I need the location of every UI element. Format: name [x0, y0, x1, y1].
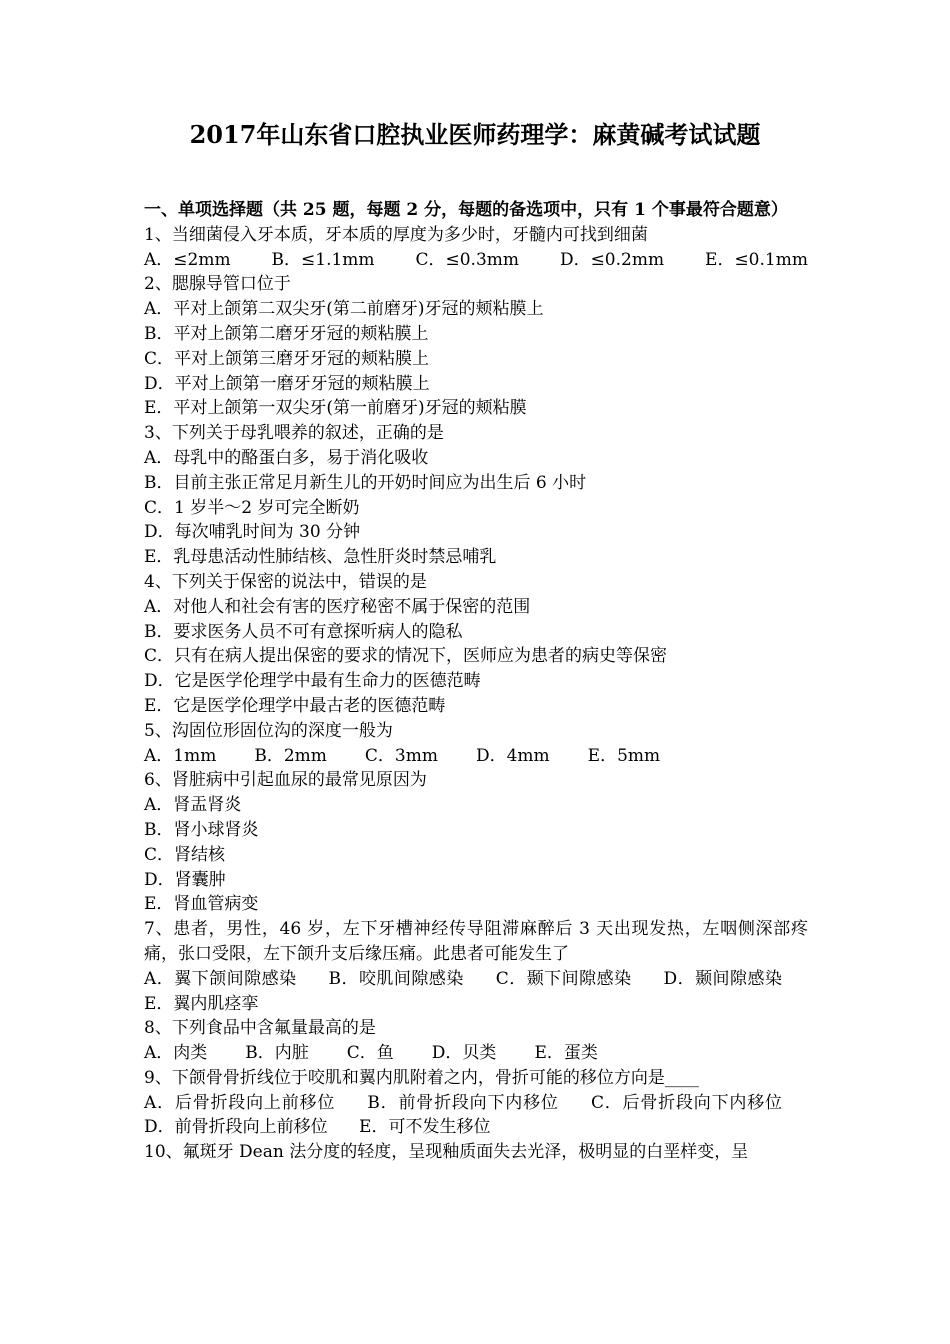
question-7-option-c: C．颞下间隙感染: [495, 968, 632, 989]
question-10-stem: 10、氟斑牙 Dean 法分度的轻度，呈现釉质面失去光泽，极明显的白垩样变，呈: [144, 1142, 749, 1163]
question-1-option-a: A．≤2mm: [144, 249, 231, 270]
question-5-option-e: E．5mm: [587, 745, 661, 766]
question-3-option-b: B．目前主张正常足月新生儿的开奶时间应为出生后 6 小时: [144, 472, 587, 493]
question-1-option-d: D．≤0.2mm: [559, 249, 665, 270]
question-1-option-b: B．≤1.1mm: [271, 249, 375, 270]
question-6-option-e: E．肾血管病变: [144, 894, 259, 915]
section-heading: 一、单项选择题（共 25 题，每题 2 分，每题的备选项中，只有 1 个事最符合题意）: [144, 200, 788, 220]
question-8-option-d: D．贝类: [431, 1043, 497, 1064]
question-5-option-d: D．4mm: [475, 745, 550, 766]
question-7-stem: 7、患者，男性，46 岁，左下牙槽神经传导阻滞麻醉后 3 天出现发热，左咽侧深部疼痛，张口受限，左下颌升支后缘压痛。此患者可能发生了: [144, 919, 808, 964]
question-8-options: [144, 1041, 808, 1066]
question-2-option-c: C．平对上颌第三磨牙牙冠的颊粘膜上: [144, 348, 430, 369]
question-8-option-b: B．内脏: [245, 1043, 309, 1064]
question-4-option-b: B．要求医务人员不可有意探听病人的隐私: [144, 621, 463, 642]
question-9-option-c: C．后骨折段向下内移位: [590, 1092, 783, 1113]
question-3-option-e: E．乳母患活动性肺结核、急性肝炎时禁忌哺乳: [144, 547, 497, 568]
question-5-options: [144, 744, 808, 769]
question-3-option-a: A．母乳中的酪蛋白多，易于消化吸收: [144, 447, 429, 468]
question-5-stem: 5、沟固位形固位沟的深度一般为: [144, 720, 393, 741]
question-7-option-d: D．颞间隙感染: [663, 968, 782, 989]
question-7-option-a: A．翼下颌间隙感染: [144, 968, 297, 989]
document-title: 2017年山东省口腔执业医师药理学：麻黄碱考试试题: [189, 120, 761, 149]
question-8-option-a: A．肉类: [144, 1043, 208, 1064]
question-2-stem: 2、腮腺导管口位于: [144, 274, 291, 295]
question-4-option-d: D．它是医学伦理学中最有生命力的医德范畴: [144, 671, 481, 692]
question-2-option-b: B．平对上颌第二磨牙牙冠的颊粘膜上: [144, 323, 429, 344]
question-2-option-e: E．平对上颌第一双尖牙(第一前磨牙)牙冠的颊粘膜: [144, 398, 527, 419]
question-9-option-e: E．可不发生移位: [359, 1117, 491, 1138]
question-7-option-b: B．咬肌间隙感染: [328, 968, 464, 989]
question-6-option-b: B．肾小球肾炎: [144, 819, 259, 840]
question-4-stem: 4、下列关于保密的说法中，错误的是: [144, 571, 427, 592]
question-6-option-a: A．肾盂肾炎: [144, 795, 242, 816]
question-6-option-d: D．肾囊肿: [144, 869, 226, 890]
question-9-options: [144, 1091, 808, 1141]
question-1-option-c: C．≤0.3mm: [415, 249, 519, 270]
document-body: [144, 198, 808, 1165]
question-9-option-b: B．前骨折段向下内移位: [367, 1092, 559, 1113]
question-5-option-b: B．2mm: [254, 745, 327, 766]
question-4-option-e: E．它是医学伦理学中最古老的医德范畴: [144, 695, 446, 716]
question-9-option-a: A．后骨折段向上前移位: [144, 1092, 336, 1113]
question-2-option-d: D．平对上颌第一磨牙牙冠的颊粘膜上: [144, 373, 430, 394]
question-3-stem: 3、下列关于母乳喂养的叙述，正确的是: [144, 423, 444, 444]
question-1-options: [144, 248, 808, 273]
question-3-option-c: C．1 岁半～2 岁可完全断奶: [144, 497, 360, 518]
question-7-option-e: E．翼内肌痉挛: [144, 993, 259, 1014]
question-3-option-d: D．每次哺乳时间为 30 分钟: [144, 522, 361, 543]
question-6-stem: 6、肾脏病中引起血尿的最常见原因为: [144, 770, 427, 791]
question-1-option-e: E．≤0.1mm: [705, 249, 808, 270]
question-1-stem: 1、当细菌侵入牙本质，牙本质的厚度为多少时，牙髓内可找到细菌: [144, 224, 648, 245]
question-2-option-a: A．平对上颌第二双尖牙(第二前磨牙)牙冠的颊粘膜上: [144, 299, 544, 320]
question-6-option-c: C．肾结核: [144, 844, 226, 865]
question-8-stem: 8、下列食品中含氟量最高的是: [144, 1018, 376, 1039]
question-4-option-a: A．对他人和社会有害的医疗秘密不属于保密的范围: [144, 596, 531, 617]
question-4-option-c: C．只有在病人提出保密的要求的情况下，医师应为患者的病史等保密: [144, 646, 668, 667]
question-8-option-e: E．蛋类: [534, 1043, 598, 1064]
question-7-options: [144, 967, 808, 1017]
question-5-option-c: C．3mm: [364, 745, 438, 766]
question-9-option-d: D．前骨折段向上前移位: [144, 1117, 328, 1138]
question-9-stem: 9、下颌骨骨折线位于咬肌和翼内肌附着之内，骨折可能的移位方向是____: [144, 1067, 699, 1088]
question-8-option-c: C．鱼: [346, 1043, 394, 1064]
question-5-option-a: A．1mm: [144, 745, 217, 766]
